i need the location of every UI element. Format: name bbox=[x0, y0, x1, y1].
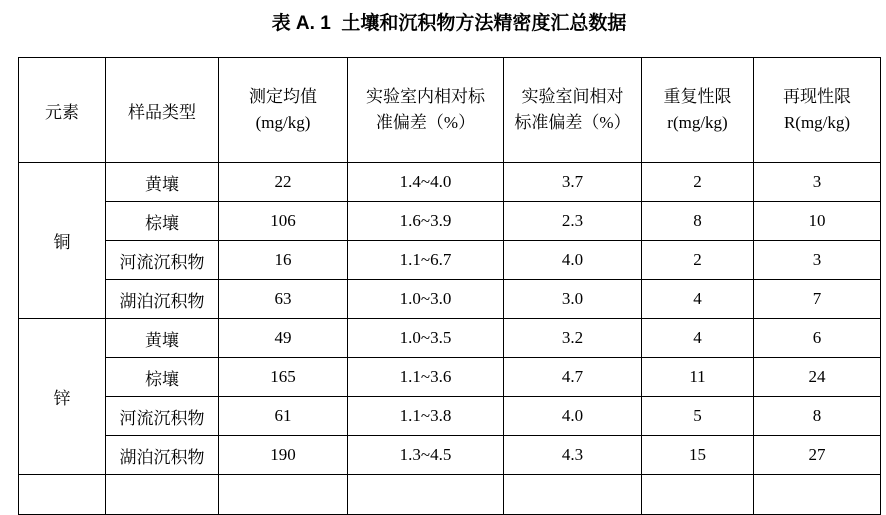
inter-rsd-cell: 2.3 bbox=[504, 202, 642, 241]
sample-type-cell bbox=[106, 475, 219, 515]
reproducibility-cell: 27 bbox=[754, 436, 881, 475]
intra-rsd-cell bbox=[348, 475, 504, 515]
header-repeatability-limit-line1: 重复性限 bbox=[663, 87, 732, 106]
sample-type-cell: 黄壤 bbox=[106, 319, 219, 358]
repeatability-cell: 2 bbox=[642, 241, 754, 280]
inter-rsd-cell: 3.0 bbox=[504, 280, 642, 319]
header-element: 元素 bbox=[19, 58, 106, 163]
intra-rsd-cell: 1.4~4.0 bbox=[348, 163, 504, 202]
sample-type-cell: 棕壤 bbox=[106, 202, 219, 241]
element-cell: 锌 bbox=[19, 319, 106, 475]
header-sample-type: 样品类型 bbox=[106, 58, 219, 163]
sample-type-cell: 河流沉积物 bbox=[106, 241, 219, 280]
header-reproducibility-limit bbox=[754, 58, 881, 163]
repeatability-cell: 11 bbox=[642, 358, 754, 397]
header-mean-line1: 测定均值 bbox=[249, 87, 317, 106]
header-reproducibility-limit-line2: R(mg/kg) bbox=[783, 113, 851, 132]
table-row bbox=[19, 241, 881, 280]
mean-cell: 165 bbox=[219, 358, 348, 397]
intra-rsd-cell: 1.0~3.5 bbox=[348, 319, 504, 358]
repeatability-cell: 5 bbox=[642, 397, 754, 436]
intra-rsd-cell: 1.0~3.0 bbox=[348, 280, 504, 319]
header-mean bbox=[219, 58, 348, 163]
mean-cell: 61 bbox=[219, 397, 348, 436]
inter-rsd-cell: 4.3 bbox=[504, 436, 642, 475]
table-row bbox=[19, 397, 881, 436]
repeatability-cell: 15 bbox=[642, 436, 754, 475]
mean-cell: 190 bbox=[219, 436, 348, 475]
repeatability-cell: 4 bbox=[642, 319, 754, 358]
table-row bbox=[19, 163, 881, 202]
table-caption: 表 A. 1 土壤和沉积物方法精密度汇总数据 bbox=[271, 13, 627, 34]
mean-cell: 22 bbox=[219, 163, 348, 202]
inter-rsd-cell: 3.7 bbox=[504, 163, 642, 202]
repeatability-cell: 2 bbox=[642, 163, 754, 202]
element-cell: 铜 bbox=[19, 163, 106, 319]
reproducibility-cell: 10 bbox=[754, 202, 881, 241]
intra-rsd-cell: 1.1~6.7 bbox=[348, 241, 504, 280]
header-inter-lab-rsd bbox=[504, 58, 642, 163]
table-header-row bbox=[19, 58, 881, 163]
table-row bbox=[19, 202, 881, 241]
repeatability-cell: 4 bbox=[642, 280, 754, 319]
table-row bbox=[19, 436, 881, 475]
mean-cell bbox=[219, 475, 348, 515]
inter-rsd-cell: 4.0 bbox=[504, 241, 642, 280]
reproducibility-cell: 3 bbox=[754, 241, 881, 280]
inter-rsd-cell: 3.2 bbox=[504, 319, 642, 358]
sample-type-cell: 黄壤 bbox=[106, 163, 219, 202]
mean-cell: 63 bbox=[219, 280, 348, 319]
mean-cell: 49 bbox=[219, 319, 348, 358]
header-repeatability-limit bbox=[642, 58, 754, 163]
header-mean-line2: (mg/kg) bbox=[255, 113, 311, 132]
repeatability-cell: 8 bbox=[642, 202, 754, 241]
header-inter-lab-rsd-line2: 标准偏差（%） bbox=[514, 113, 631, 132]
sample-type-cell: 湖泊沉积物 bbox=[106, 436, 219, 475]
mean-cell: 16 bbox=[219, 241, 348, 280]
header-repeatability-limit-line2: r(mg/kg) bbox=[667, 113, 728, 132]
sample-type-cell: 湖泊沉积物 bbox=[106, 280, 219, 319]
table-row bbox=[19, 358, 881, 397]
header-intra-lab-rsd-line1: 实验室内相对标 bbox=[366, 87, 485, 106]
intra-rsd-cell: 1.1~3.8 bbox=[348, 397, 504, 436]
table-row bbox=[19, 280, 881, 319]
header-inter-lab-rsd-line1: 实验室间相对 bbox=[521, 87, 624, 106]
reproducibility-cell: 8 bbox=[754, 397, 881, 436]
reproducibility-cell: 24 bbox=[754, 358, 881, 397]
intra-rsd-cell: 1.3~4.5 bbox=[348, 436, 504, 475]
sample-type-cell: 棕壤 bbox=[106, 358, 219, 397]
inter-rsd-cell: 4.0 bbox=[504, 397, 642, 436]
table-row bbox=[19, 319, 881, 358]
sample-type-cell: 河流沉积物 bbox=[106, 397, 219, 436]
header-intra-lab-rsd bbox=[348, 58, 504, 163]
repeatability-cell bbox=[642, 475, 754, 515]
inter-rsd-cell: 4.7 bbox=[504, 358, 642, 397]
inter-rsd-cell bbox=[504, 475, 642, 515]
mean-cell: 106 bbox=[219, 202, 348, 241]
intra-rsd-cell: 1.6~3.9 bbox=[348, 202, 504, 241]
reproducibility-cell: 7 bbox=[754, 280, 881, 319]
precision-summary-table bbox=[18, 57, 881, 515]
document-page bbox=[0, 13, 886, 500]
element-cell bbox=[19, 475, 106, 515]
reproducibility-cell: 6 bbox=[754, 319, 881, 358]
reproducibility-cell bbox=[754, 475, 881, 515]
header-intra-lab-rsd-line2: 准偏差（%） bbox=[375, 113, 476, 132]
reproducibility-cell: 3 bbox=[754, 163, 881, 202]
intra-rsd-cell: 1.1~3.6 bbox=[348, 358, 504, 397]
header-reproducibility-limit-line1: 再现性限 bbox=[783, 87, 851, 106]
table-row-clipped bbox=[19, 475, 881, 515]
